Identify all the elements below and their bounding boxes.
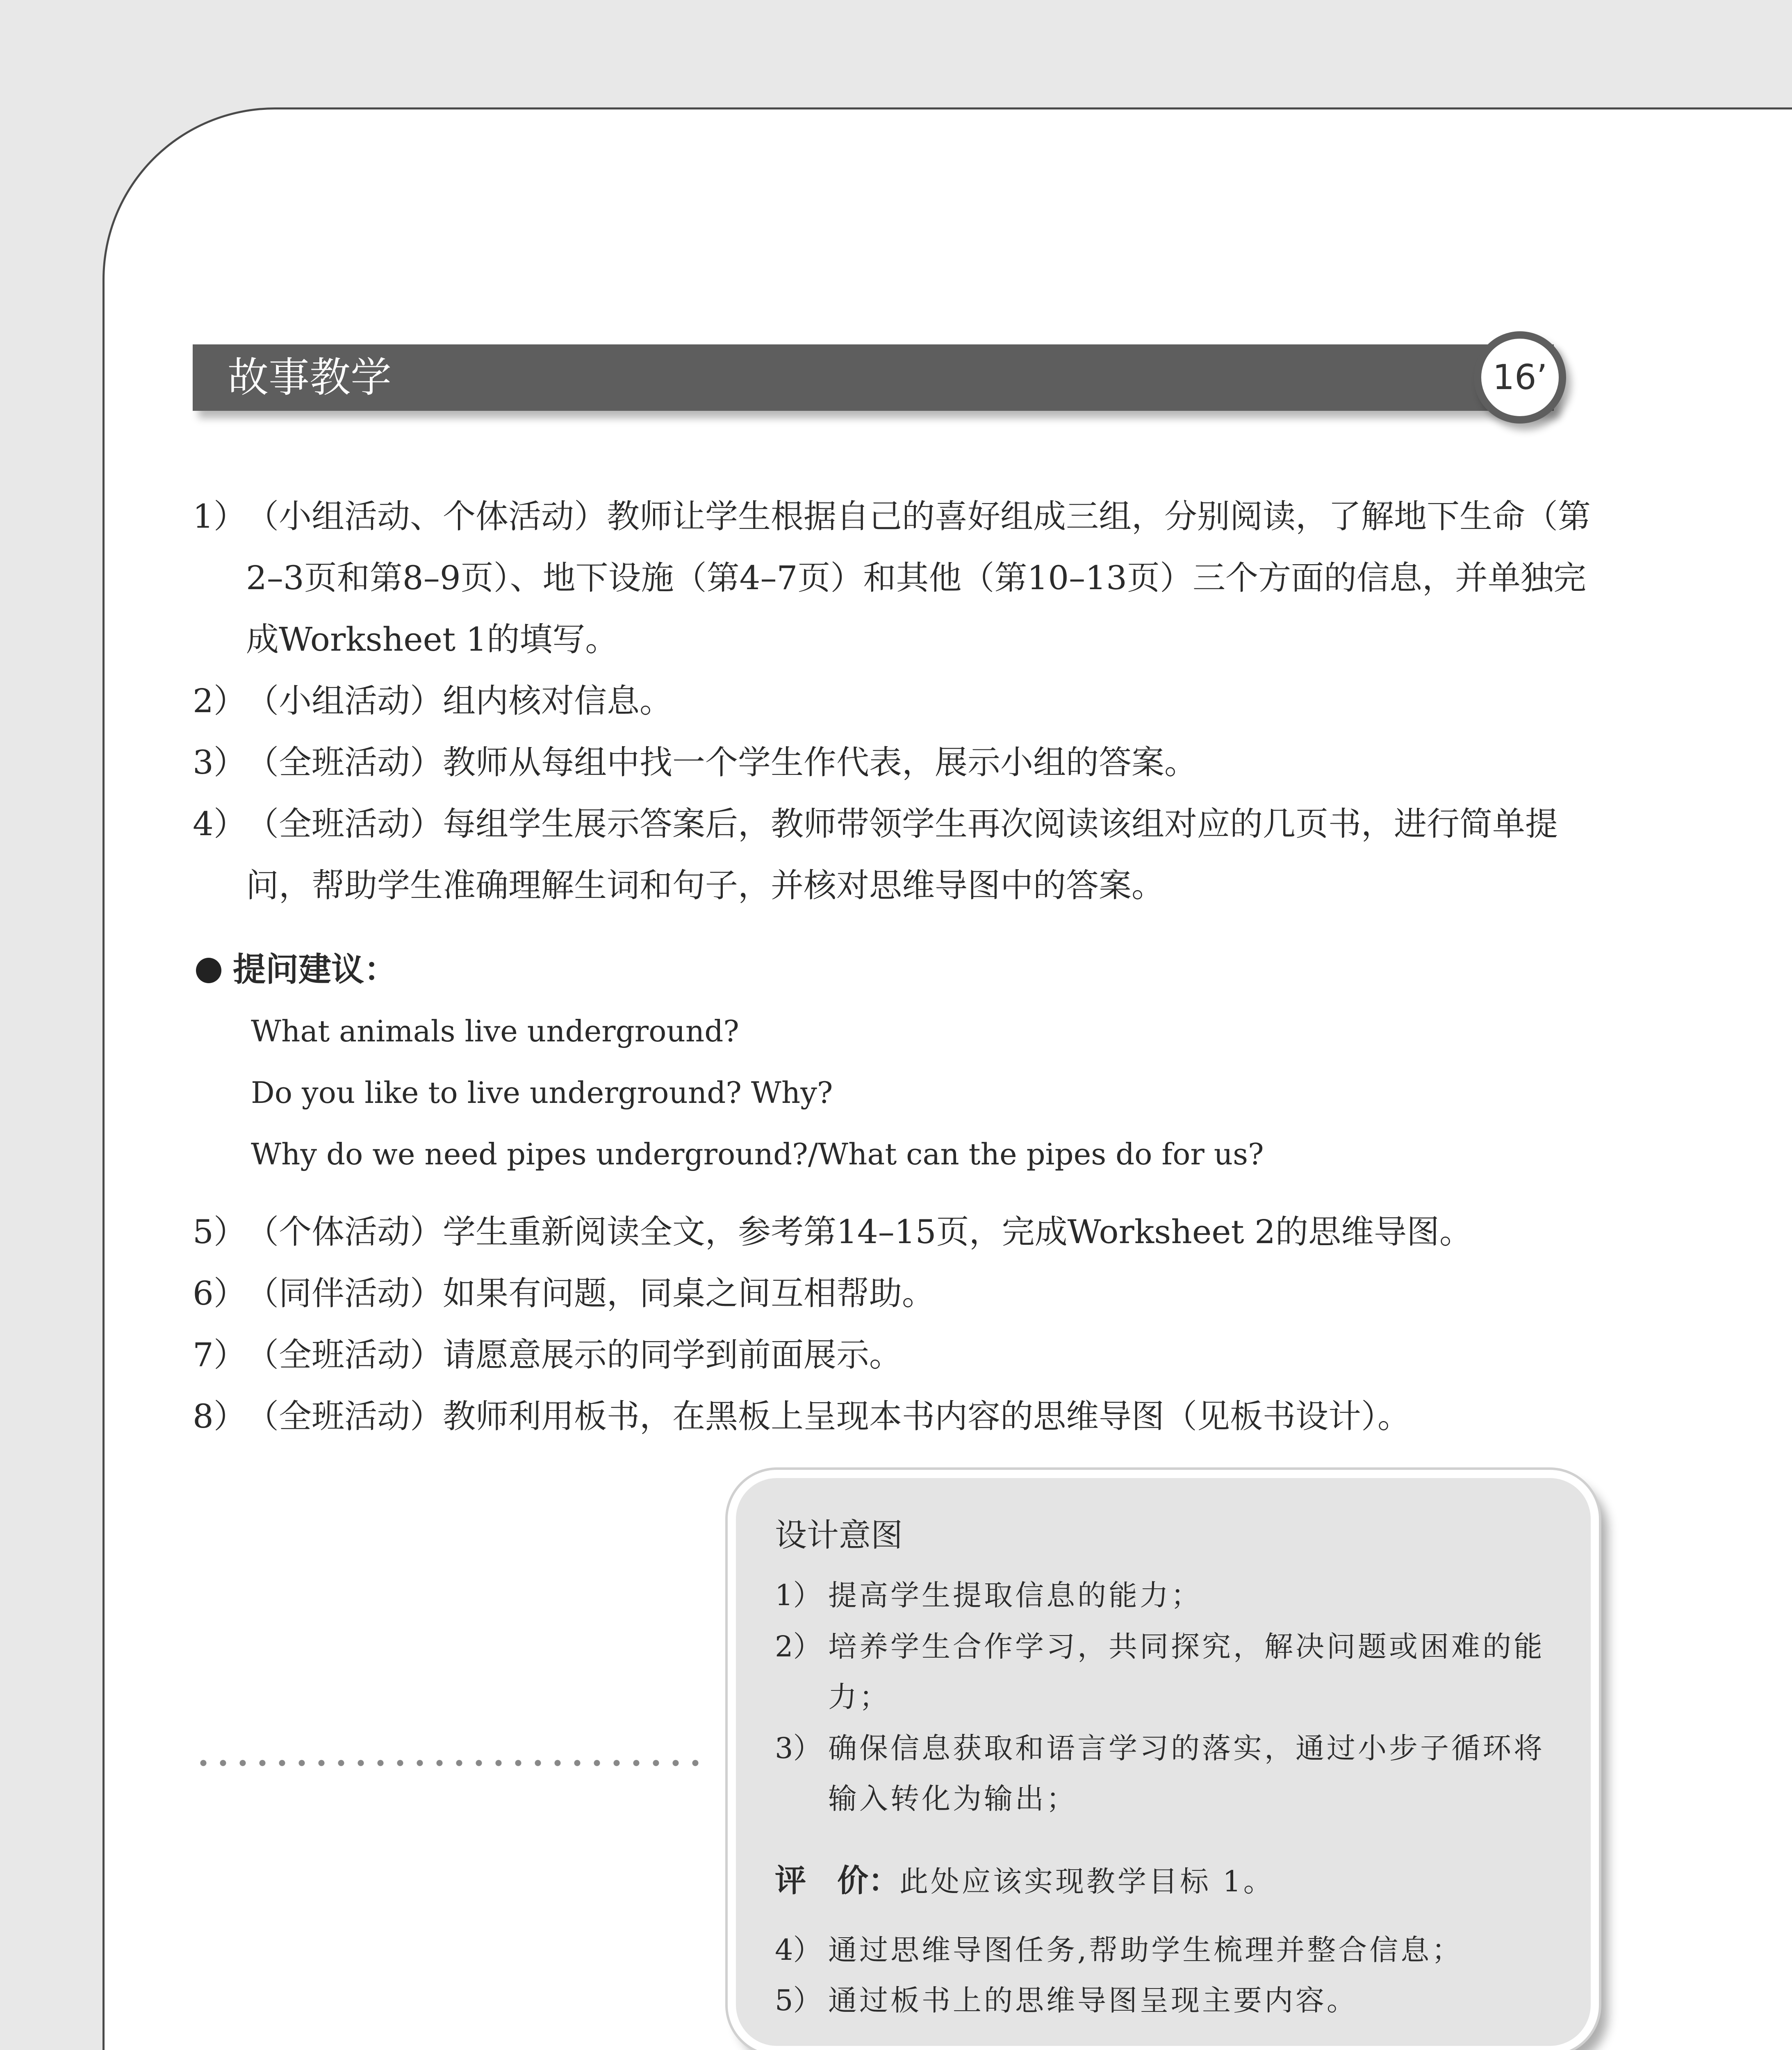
intent-item	[775, 1622, 1562, 1722]
step-number: 4）	[193, 805, 246, 843]
intent-number: 5）	[775, 1984, 822, 2017]
step-number: 8）	[193, 1397, 246, 1435]
step-item	[193, 1324, 1611, 1386]
step-text: （全班活动）请愿意展示的同学到前面展示。	[246, 1336, 902, 1374]
step-text: （全班活动）教师从每组中找一个学生作代表，展示小组的答案。	[246, 743, 1197, 781]
evaluation-line	[775, 1855, 1275, 1907]
time-badge: 16’	[1474, 331, 1566, 424]
step-text: （全班活动）教师利用板书，在黑板上呈现本书内容的思维导图（见板书设计）。	[246, 1397, 1410, 1435]
step-number: 6）	[193, 1274, 246, 1312]
section-title: 故事教学	[228, 353, 392, 401]
step-item	[193, 793, 1611, 916]
intent-item	[775, 1925, 1562, 1975]
design-intent-box	[728, 1470, 1599, 2050]
step-number: 1）	[193, 497, 246, 535]
step-item	[193, 486, 1611, 670]
tip-question: Do you like to live underground? Why?	[251, 1075, 833, 1110]
evaluation-text: 此处应该实现教学目标 1。	[899, 1865, 1275, 1898]
dotted-leader-line	[194, 1759, 706, 1767]
step-item	[193, 1386, 1611, 1447]
bullet-icon	[196, 958, 221, 983]
intent-text: 通过板书上的思维导图呈现主要内容。	[828, 1984, 1358, 2017]
question-tips-heading	[196, 939, 397, 1000]
section-header-bar	[193, 344, 1554, 411]
step-number: 3）	[193, 743, 246, 781]
intent-text: 通过思维导图任务,帮助学生梳理并整合信息；	[828, 1933, 1463, 1967]
step-text: （同伴活动）如果有问题，同桌之间互相帮助。	[246, 1274, 935, 1312]
intent-number: 1）	[775, 1578, 822, 1612]
evaluation-label: 评 价：	[775, 1862, 899, 1899]
tip-question: Why do we need pipes underground?/What can the pipes do for us?	[251, 1137, 1264, 1171]
step-number: 5）	[193, 1213, 246, 1251]
intent-item	[775, 1975, 1562, 2026]
step-text: （小组活动）组内核对信息。	[246, 682, 672, 720]
intent-item	[775, 1570, 1562, 1621]
step-text: （全班活动）每组学生展示答案后，教师带领学生再次阅读该组对应的几页书，进行简单提问，帮助学生准确理解生词和句子，并核对思维导图中的答案。	[246, 805, 1558, 904]
intent-text: 提高学生提取信息的能力；	[828, 1578, 1202, 1612]
step-item	[193, 732, 1611, 793]
tips-heading-text: 提问建议：	[233, 950, 397, 989]
intent-item	[775, 1723, 1562, 1824]
step-item	[193, 670, 1611, 732]
intent-title: 设计意图	[775, 1517, 903, 1554]
intent-number: 4）	[775, 1933, 822, 1967]
intent-number: 2）	[775, 1630, 822, 1663]
step-text: （小组活动、个体活动）教师让学生根据自己的喜好组成三组，分别阅读，了解地下生命（第2–3页和第8–9页）、地下设施（第4–7页）和其他（第10–13页）三个方面的信息，并单独完成Worksheet 1的填写。	[246, 497, 1591, 658]
step-text: （个体活动）学生重新阅读全文，参考第14–15页，完成Worksheet 2的思维导图。	[246, 1213, 1473, 1251]
step-number: 2）	[193, 682, 246, 720]
intent-text: 确保信息获取和语言学习的落实，通过小步子循环将输入转化为输出；	[828, 1731, 1545, 1815]
step-item	[193, 1263, 1611, 1324]
step-item	[193, 1201, 1611, 1263]
step-number: 7）	[193, 1336, 246, 1374]
intent-number: 3）	[775, 1731, 822, 1765]
intent-text: 培养学生合作学习，共同探究，解决问题或困难的能力；	[828, 1630, 1545, 1714]
tip-question: What animals live underground?	[251, 1014, 739, 1048]
